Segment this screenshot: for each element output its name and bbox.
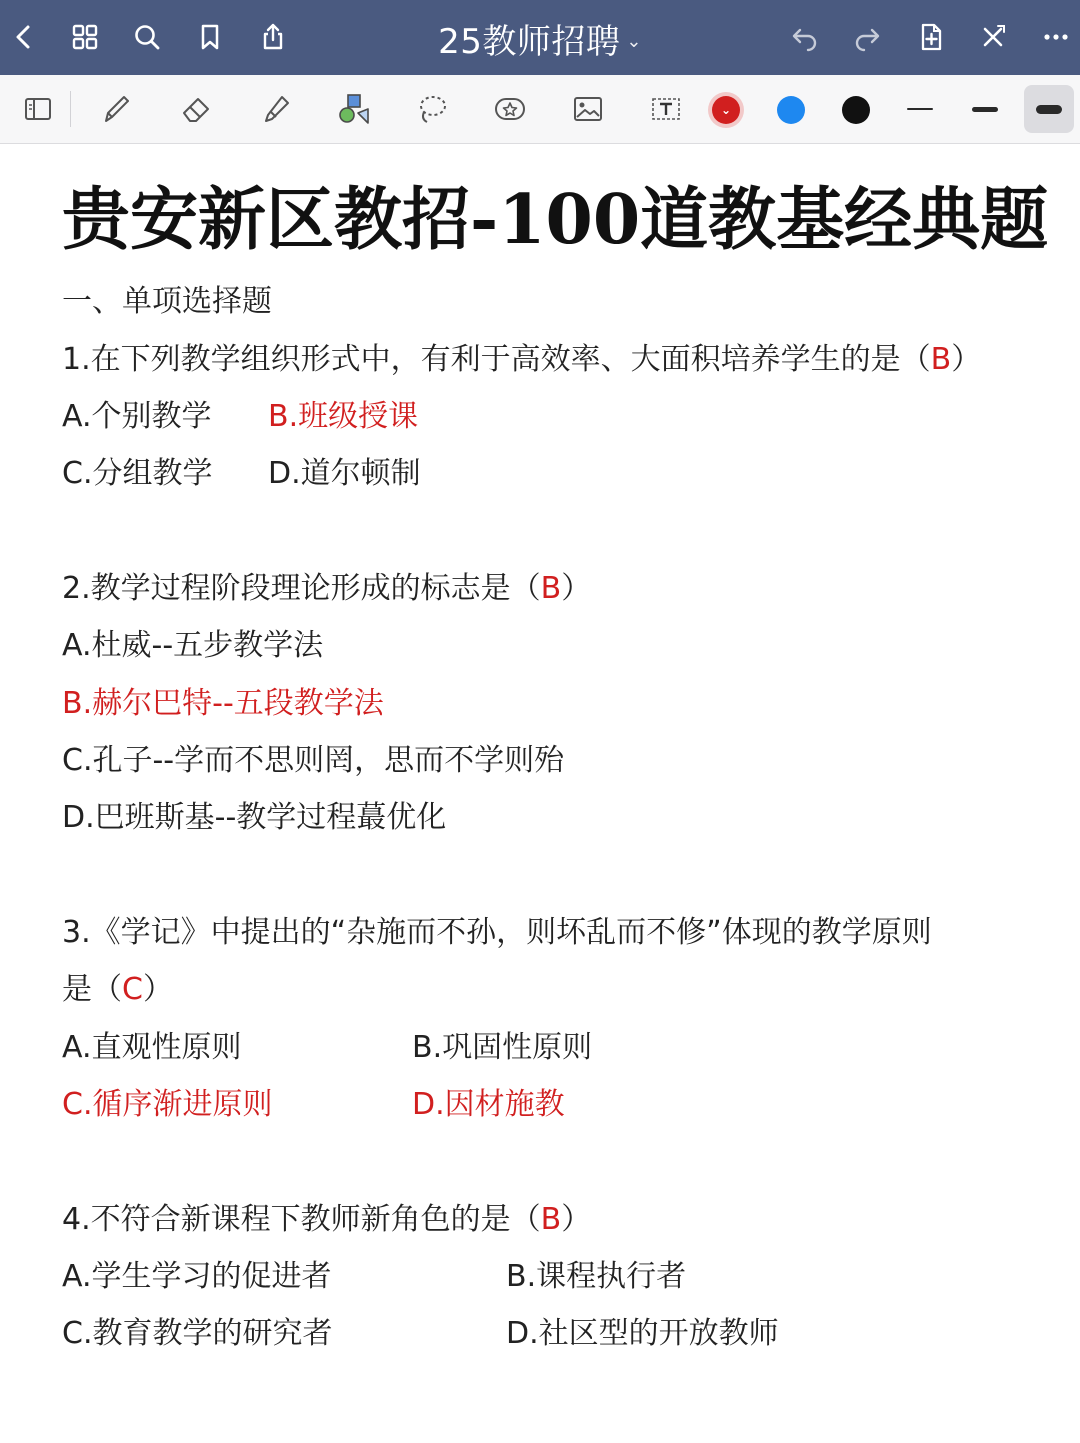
lasso-tool[interactable] (406, 85, 458, 133)
question-2-option-b: B.赫尔巴特--五段教学法 (62, 686, 384, 721)
checkmark-icon: ⌄ (720, 103, 732, 117)
share-button[interactable] (251, 14, 295, 60)
sidebar-toggle-button[interactable] (12, 85, 64, 133)
bookmark-icon (195, 22, 225, 52)
search-icon (132, 22, 162, 52)
section-heading: 一、单项选择题 (62, 284, 272, 319)
question-4-answer: B (540, 1202, 562, 1237)
question-2-option-c: C.孔子--学而不思则罔，思而不学则殆 (62, 743, 565, 778)
question-3-stem: 3.《学记》中提出的“杂施而不孙，则坏乱而不修”体现的教学原则 (62, 915, 932, 950)
question-3-answer: C (122, 972, 143, 1007)
question-2-answer: B (540, 571, 562, 606)
question-3-option-b: B.巩固性原则 (412, 1030, 593, 1065)
question-4-option-d: D.社区型的开放教师 (506, 1316, 779, 1351)
close-button[interactable] (971, 14, 1015, 60)
question-1-answer: B (930, 342, 952, 377)
document-name: 25教师招聘 (438, 21, 621, 62)
question-4-option-c: C.教育教学的研究者 (62, 1316, 333, 1351)
stroke-size-thin[interactable] (895, 85, 945, 133)
question-2-option-d: D.巴班斯基--教学过程蕞优化 (62, 800, 447, 835)
question-1-option-d: D.道尔顿制 (268, 456, 421, 491)
stroke-size-thick[interactable] (1024, 85, 1074, 133)
page-title: 贵安新区教招-100道教基经典题 (62, 180, 1049, 260)
question-1-option-b: B.班级授课 (268, 399, 419, 434)
color-swatch-red[interactable] (712, 96, 740, 124)
more-button[interactable] (1034, 14, 1078, 60)
drawing-toolbar (0, 75, 1080, 144)
undo-button[interactable] (783, 14, 827, 60)
chevron-down-icon: ⌄ (626, 30, 642, 52)
redo-icon (852, 22, 882, 52)
shapes-tool[interactable] (328, 85, 380, 133)
thin-line-icon (907, 108, 933, 110)
top-nav-bar (0, 0, 1080, 75)
question-4-option-b: B.课程执行者 (506, 1259, 687, 1294)
color-swatch-blue[interactable] (777, 96, 805, 124)
more-icon (1041, 22, 1071, 52)
image-icon (568, 89, 608, 129)
lasso-icon (412, 89, 452, 129)
pen-icon (96, 89, 136, 129)
search-button[interactable] (125, 14, 169, 60)
question-1-option-c: C.分组教学 (62, 456, 213, 491)
question-3-option-c: C.循序渐进原则 (62, 1087, 273, 1122)
highlighter-icon (256, 89, 296, 129)
redo-button[interactable] (845, 14, 889, 60)
thumbnails-button[interactable] (63, 14, 107, 60)
stroke-size-medium[interactable] (960, 85, 1010, 133)
question-3-option-a: A.直观性原则 (62, 1030, 242, 1065)
back-button[interactable] (2, 14, 46, 60)
highlighter-tool[interactable] (250, 85, 302, 133)
sidebar-toggle-icon (18, 89, 58, 129)
question-3-stem-continued: 是（C） (62, 972, 173, 1007)
sticker-icon (490, 89, 530, 129)
document-title-dropdown[interactable] (340, 14, 740, 62)
close-icon (978, 22, 1008, 52)
undo-icon (790, 22, 820, 52)
toolbar-divider (70, 91, 71, 127)
add-page-button[interactable] (909, 14, 953, 60)
grid-icon (70, 22, 100, 52)
shapes-icon (334, 89, 374, 129)
eraser-tool[interactable] (170, 85, 222, 133)
bookmark-button[interactable] (188, 14, 232, 60)
question-1-stem: 1.在下列教学组织形式中，有利于高效率、大面积培养学生的是（B） (62, 342, 982, 377)
sticker-tool[interactable] (484, 85, 536, 133)
question-3-option-d: D.因材施教 (412, 1087, 565, 1122)
image-tool[interactable] (562, 85, 614, 133)
color-swatch-black[interactable] (842, 96, 870, 124)
question-4-option-a: A.学生学习的促进者 (62, 1259, 332, 1294)
text-box-icon (646, 89, 686, 129)
back-icon (9, 22, 39, 52)
question-1-option-a: A.个别教学 (62, 399, 212, 434)
text-box-tool[interactable] (640, 85, 692, 133)
medium-line-icon (972, 107, 998, 112)
eraser-icon (176, 89, 216, 129)
question-2-stem: 2.教学过程阶段理论形成的标志是（B） (62, 571, 592, 606)
question-4-stem: 4.不符合新课程下教师新角色的是（B） (62, 1202, 592, 1237)
pen-tool[interactable] (90, 85, 142, 133)
thick-line-icon (1036, 105, 1062, 114)
add-page-icon (916, 22, 946, 52)
question-2-option-a: A.杜威--五步教学法 (62, 628, 324, 663)
share-icon (258, 22, 288, 52)
